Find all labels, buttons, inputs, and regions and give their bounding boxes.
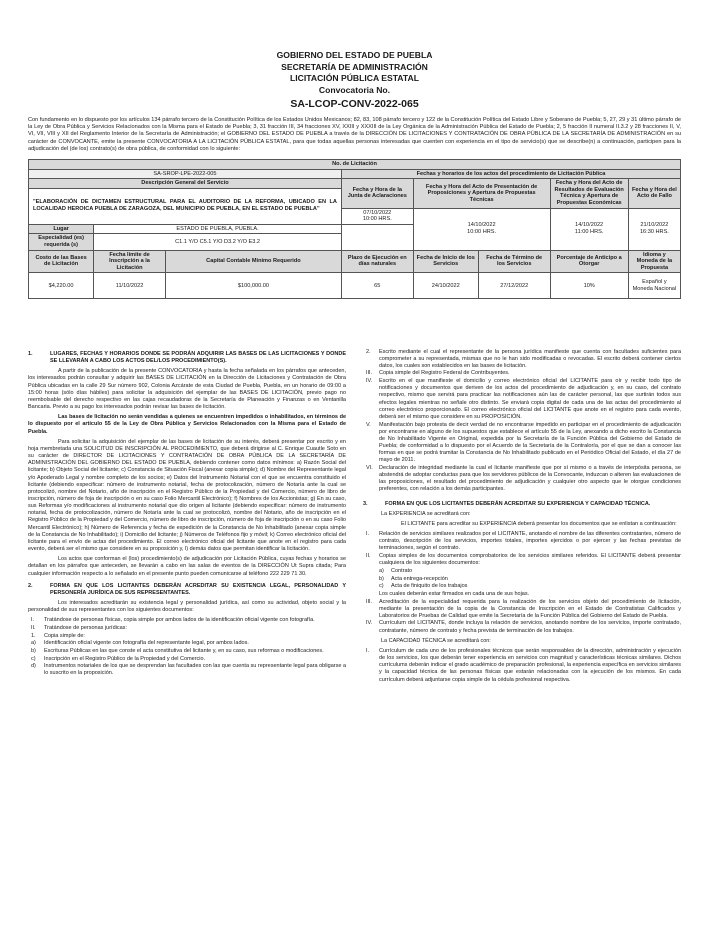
capital-value: $100,000.00 (165, 273, 341, 299)
section-1-paragraph-3: Para solicitar la adquisición del ejemplar de las bases de licitación de su interés, deberá presentar por escrito y en hoja membretada una SOLICITUD DE INSCRIPCIÓN AL PROCEDIMIENTO, que deberá dirigirse al C. Enrique Cuautle Soto en su carácter de DIRECTOR DE LICITACIONES Y CONTRATACIÓN DE OBRA PÚBLICA DE LA SECRETARÍA DE ADMINISTRACIÓN DEL GOBIERNO DEL ESTADO DE PUEBLA, debiendo contener como datos mínimos: a) Razón Social del licitante; b) Objeto Social del licitante; c) Constancia de Situación Fiscal (anexar copia simple); d) Nombre del Representante legal y/o Apoderado Legal y nombre completo de los socios; e) Datos del Instrumento Notarial con el que se encuentra constituido el licitante (debiendo especificar: número de instrumento notarial, fecha de protocolización, número de Notaría ante la cual se protocolizó, nombre del Notario, año de inscripción en el Registro Público de la Propiedad y del Comercio, número de libro de inscripción, número de foja de inscripción o en su caso Folio Mercantil Electrónico); f) Nombres de los Accionistas; g) En su caso, sus Reformas y/o modificaciones al instrumento notarial que dio origen al licitante (debiendo especificar: número de instrumento notarial, fecha de protocolización, número de Notaría ante la cual se protocolizó, nombre del Notario, año de inscripción en el Registro Público de la Propiedad y del Comercio, número de libro de inscripción, número de foja de inscripción o en su caso Folio Mercantil Electrónico); h) Número de Referencia y fecha de expedición de la Constancia de No Inhabilitado (anexar copia simple de la Constancia de No Inhabilitado); i) Domicilio del licitante; j) Números de Teléfonos fijo y móvil; k) Correo electrónico oficial del licitante para el envío de actas del procedimiento. El correo electrónico oficial del licitante que anote en el registro para cada evento, deberá ser el mismo que considere en su proposición y, l) demás datos que permitan identificar la licitación. (28, 438, 346, 553)
list-marker: III. (366, 370, 373, 377)
list-marker: II. (366, 553, 371, 560)
list-text: Copias simples de los documentos comprobatorios de los servicios similares referidos. El LICITANTE deberá presentar cualquiera de los siguientes documentos: (379, 553, 681, 567)
list-item (363, 620, 681, 634)
resultados-header: Fecha y Hora del Acto de Resultados de Evaluación Técnica y Apertura de Propuestas Económicas (550, 179, 628, 208)
presentacion-date: 14/10/2022 (467, 222, 496, 229)
list-marker: d) (31, 663, 36, 670)
idioma-header: Idioma y Moneda de la Propuesta (628, 250, 680, 273)
section-1-paragraph-4: Los actos que conforman el (los) procedimiento(s) de adjudicación por Licitación Pública, cuyas fechas y horarios se detallan en los párrafos que anteceden, se llevarán a cabo en las salas de eventos de la DIRECCIÓN Ut Supra citada; Para cualquier información respecto a lo señalado en el presente punto pueden comunicarse al teléfono 222 229 71 30. (28, 556, 346, 577)
resultados-date: 14/10/2022 (575, 222, 604, 229)
list-text: Manifestación bajo protesta de decir verdad de no encontrarse impedido en participar en el procedimiento de adjudicación por encontrarse en alguno de los supuestos que establece el artículo 55 de la Ley, anexando a dicho escrito la Constancia de No Inhabilitado Vigente en Original, expedida por la Secretaría de la Función Pública del Gobierno del Estado de Puebla; de conformidad a lo dispuesto por el Acuerdo de la Secretaría de la Contraloría, por el que se dan a conocer las formas en que se podrá tramitar la Constancia de No Inhabilitado publicado en el Periódico Oficial del Estado, el día 27 de mayo de 2011. (379, 421, 681, 464)
list-item (363, 378, 681, 421)
experience-intro: La EXPERIENCIA se acreditará con: (381, 510, 471, 517)
list-item (363, 465, 681, 494)
plazo-value: 65 (341, 273, 413, 299)
list-item (363, 370, 681, 377)
list-item (28, 633, 346, 640)
list-marker: V. (366, 421, 371, 428)
junta-time: 10:00 HRS. (362, 216, 392, 223)
list-text: Escrito mediante el cual el representante de la persona jurídica manifieste que cuenta con facultades suficientes para comprometer a su representada, mismas que no le han sido modificadas o revocadas. El escrito deberá contener ciertos datos, los cuales son establecidos en las bases de licitación. (379, 348, 681, 369)
resultados-time: 11:00 HRS. (574, 229, 604, 236)
list-marker: c) (31, 655, 36, 662)
intro-paragraph: Con fundamento en lo dispuesto por los artículos 134 párrafo tercero de la Constitución Política de los Estados Unidos Mexicanos; 82, 83, 108 párrafo tercero y 122 de la Constitución Política del Estado Libre y Soberano de Puebla; 5, 27, 29 y 31 último párrafo de la Ley de Obra Pública y Servicios Relacionados con la Misma para el Estado de Puebla; 3, 31 fracción III, 34 fracciones XV, XXIII y XXXIII de la Ley Orgánica de la Administración Pública del Estado de Puebla; 2, 5 fracción II numeral II.3.2 y 28 fracciones II, V, VI, VII, VIII y XII del Reglamento Interior de la Secretaría de Administración; el GOBIERNO DEL ESTADO DE PUEBLA a través de la DIRECCIÓN DE LICITACIONES Y CONTRATACIÓN DE OBRA PÚBLICA DE LA SECRETARÍA DE ADMINISTRACIÓN en su carácter de CONVOCANTE, emite la presente CONVOCATORIA A LA LICITACIÓN PÚBLICA ESTATAL, para que todas aquellas personas interesadas que cuenten con experiencia en el tipo de servicio(s) que se describe(n) a continuación, participen para la adjudicación del (de los) contrato(s) de obra pública, de conformidad con lo siguiente: (28, 117, 681, 152)
junta-datetime (341, 208, 413, 224)
list-marker: a) (31, 640, 36, 647)
list-marker: I. (366, 647, 370, 654)
section-1-paragraph-2: Las bases de licitación no serán vendidas a quienes se encuentren impedidos o inhabilitados, en términos de lo dispuesto por el artículo 55 de la Ley de Obra Pública y Servicios Relacionados con la Misma para el Estado de Puebla. (28, 414, 346, 435)
body-columns (28, 348, 681, 684)
capacity-intro: La CAPACIDAD TÉCNICA se acreditará con: (381, 637, 491, 644)
fallo-header: Fecha y Hora del Acto de Fallo (628, 179, 680, 208)
right-column (363, 348, 681, 684)
list-text: Tratándose de personas físicas, copia simple por ambos lados de la identificación oficial vigente con fotografía. (44, 617, 315, 624)
presentacion-time: 10:00 HRS. (467, 229, 497, 236)
convocatoria-code: SA-LCOP-CONV-2022-065 (290, 98, 419, 110)
list-marker: 2. (366, 348, 371, 355)
list-item (363, 422, 681, 465)
list-text: Copia simple del Registro Federal de Contribuyentes. (379, 370, 510, 377)
section-2-number: 2. (28, 582, 33, 589)
list-text: Relación de servicios similares realizados por el LICITANTE, anotando el nombre de las diferentes contratantes, número de contrato, descripción de los servicios, importes totales, importes ejercidos o por ejercer y las fechas previstas de terminaciones, según el contrato. (379, 531, 681, 552)
list-item (363, 648, 681, 684)
list-item (379, 583, 681, 590)
section-2-title: FORMA EN QUE LOS LICITANTES DEBERÁN ACREDITAR SU EXISTENCIA LEGAL, PERSONALIDAD Y PERSONERÍA JURÍDICA DE SUS REPRESENTANTES. (50, 582, 346, 596)
fallo-time: 16:30 HRS. (639, 229, 669, 236)
section-2-paragraph: Los interesados acreditarán su existencia legal y personalidad jurídica, así como su actividad, objeto social y la personalidad de sus representantes con los siguientes documentos: (28, 600, 346, 614)
list-marker: a) (379, 567, 384, 574)
list-marker: b) (379, 575, 384, 582)
list-item (379, 568, 681, 575)
plazo-header: Plazo de Ejecución en días naturales (341, 250, 413, 273)
list-marker: I. (366, 531, 370, 538)
list-marker: 1. (31, 632, 36, 639)
limite-value: 11/10/2022 (94, 273, 166, 299)
costo-value: $4,220.00 (29, 273, 94, 299)
inicio-header: Fecha de Inicio de los Servicios (413, 250, 478, 273)
presentacion-datetime (413, 208, 550, 250)
fallo-datetime (628, 208, 680, 250)
idioma-value: Español y Moneda Nacional (628, 273, 680, 299)
list-item (28, 640, 346, 647)
list-item (363, 599, 681, 620)
list-item (363, 531, 681, 552)
list-text: Contrato (391, 567, 413, 574)
description-header: Descripción General del Servicio (29, 179, 342, 189)
header-secretariat: SECRETARÍA DE ADMINISTRACIÓN (281, 61, 428, 72)
service-description: "ELABORACIÓN DE DICTAMEN ESTRUCTURAL PARA EL AUDITORIO DE LA REFORMA, UBICADO EN LA LOCALIDAD HEROICA PUEBLA DE ZARAGOZA, DEL MUNICIPIO DE PUEBLA, EN EL ESTADO DE PUEBLA" (29, 188, 342, 224)
list-marker: IV. (366, 378, 373, 385)
section-1-title: LUGARES, FECHAS Y HORARIOS DONDE SE PODRÁN ADQUIRIR LAS BASES DE LAS LICITACIONES Y DONDE SE LLEVARÁN A CABO LOS ACTOS DEL/LOS PROCEDIMIENTO(S). (50, 351, 346, 365)
termino-value: 27/12/2022 (478, 273, 550, 299)
list-text: Inscripción en el Registro Público de la Propiedad y del Comercio. (44, 655, 206, 662)
resultados-datetime (550, 208, 628, 250)
especialidad-label: Especialidad (es) requerida (s) (29, 234, 94, 250)
lugar-value: ESTADO DE PUEBLA, PUEBLA. (94, 224, 342, 234)
list-marker: VI. (366, 465, 373, 471)
list-item (363, 349, 681, 370)
header-tender-type: LICITACIÓN PÚBLICA ESTATAL (290, 73, 419, 83)
section-1-number: 1. (28, 351, 33, 357)
list-text: Escrituras Públicas en las que conste el acta constitutiva del licitante y, en su caso, sus reformas o modificaciones. (44, 647, 324, 654)
list-text: Declaración de integridad mediante la cual el licitante manifieste que por sí mismo o a través de interpósita persona, se abstendrá de adoptar conductas para que los servidores públicos de la Convocante, induzcan o alteren las evaluaciones de las proposiciones, el resultado del procedimiento de adjudicación y cualquier otro aspecto que le otorgue condiciones preferentes, con relación a los demás participantes. (379, 465, 681, 493)
list-text: Tratándose de personas jurídicas: (44, 624, 127, 631)
schedule-header: Fechas y horarios de los actos del procedimiento de Licitación Pública (341, 169, 680, 179)
tender-table (28, 159, 681, 299)
list-item (28, 617, 346, 624)
experience-paragraph: El LICITANTE para acreditar su EXPERIENCIA deberá presentar los documentos que se enlistan a continuación: (401, 520, 677, 527)
left-column (28, 348, 346, 684)
document-header (28, 50, 681, 111)
costo-header: Costo de las Bases de Licitación (29, 250, 94, 273)
limite-header: Fecha límite de Inscripción a la Licitación (94, 250, 166, 273)
list-item (28, 625, 346, 632)
list-text: Identificación oficial vigente con fotografía del representante legal, por ambos lados. (44, 640, 249, 647)
list-item (363, 553, 681, 567)
inicio-value: 24/10/2022 (413, 273, 478, 299)
list-text: Copia simple de: (44, 632, 85, 639)
list-item (28, 656, 346, 663)
header-government: GOBIERNO DEL ESTADO DE PUEBLA (276, 50, 433, 60)
capital-header: Capital Contable Mínimo Requerido (165, 250, 341, 273)
junta-header: Fecha y Hora de la Junta de Aclaraciones (341, 179, 413, 208)
section-3-heading (363, 501, 681, 508)
junta-spacer (341, 224, 413, 250)
list-marker: III. (366, 598, 373, 605)
section-1-paragraph-1: A partir de la publicación de la presente CONVOCATORIA y hasta la fecha señalada en los párrafos que anteceden, los interesados podrán consultar y adquirir las BASES DE LICITACIÓN en la Dirección de Licitaciones y Contratación de Obra Pública ubicadas en la calle 29 Sur número 902, Colonia Azcárate de esta Ciudad de Puebla, Puebla, en un horario de 09:00 a 15:00 horas (sólo días hábiles) para solicitar la adquisición del ejemplar de las BASES DE LICITACIÓN, previo pago no reembolsable del derecho respectivo en las cajas recaudadoras de la Secretaría de Planeación y Finanzas o en Ventanilla Bancaria. Previo a su pago los interesados podrán revisar las bases de licitación. (28, 368, 346, 411)
list-text: Acreditación de la especialidad requerida para la realización de los servicios objeto del procedimiento de licitación, mediante la presentación de la copia de la Constancia de Inscripción en el Estado de Contratistas Calificados y Laboratorios de Pruebas de Calidad que emite la Secretaría de la Función Pública del Gobierno del Estado de Puebla. (379, 598, 681, 619)
lugar-label: Lugar (29, 224, 94, 234)
presentacion-header: Fecha y Hora del Acto de Presentación de Proposiciones y Apertura de Propuestas Técnicas (413, 179, 550, 208)
section-3-number: 3. (363, 500, 368, 507)
section-1-heading (28, 351, 346, 365)
list-text: Acta entrega-recepción (391, 575, 448, 582)
list-item (28, 648, 346, 655)
tender-number-value: SA-SROP-LPE-2022-005 (29, 169, 342, 179)
list-text: Instrumentos notariales de los que se desprendan las facultades con las que cuenta su representante legal para obligarse a lo suscrito en la proposición. (44, 663, 346, 677)
experience-note: Los cuales deberán estar firmados en cada una de sus hojas. (379, 590, 530, 597)
list-marker: b) (31, 647, 36, 654)
especialidad-value: C1.1 Y/O C5.1 Y/O D3.2 Y/O E3.2 (94, 234, 342, 250)
list-marker: IV. (366, 620, 373, 627)
list-item (379, 576, 681, 583)
list-text: Escrito en el que manifieste el domicilio y correo electrónico oficial del LICITANTE para oír y recibir todo tipo de notificaciones y documentos que deriven de los actos del procedimiento de adjudicación y, en su caso, del contrato respectivo, mismo que servirá para practicar las notificaciones aún las de carácter personal, las que surtirán todos sus efectos legales mientras no señale otro distinto. Se enviará copia digital de cada una de las actas del procedimiento al correo electrónico proporcionado. El correo electrónico oficial del LICITANTE que anote en el registro para cada evento, deberá ser el mismo que considere en su PROPOSICIÓN. (379, 378, 681, 420)
list-text: Currículum de cada uno de los profesionales técnicos que serán responsables de la dirección, administración y ejecución de los servicios, los que deberán tener experiencia en servicios con magnitud y características técnicas similares. Dichos currículums deberán indicar el grado académico de preparación profesional, la experiencia específica en servicios similares y la capacidad técnica de las personas físicas que estarán relacionadas con la ejecución de los mismos. En cada currículum deberá adjuntarse copia simple de la cédula profesional respectiva. (379, 647, 681, 683)
tender-number-label: No. de Licitación (29, 160, 681, 170)
list-marker: c) (379, 583, 384, 590)
list-text: Acta de finiquito de los trabajos (391, 583, 468, 590)
list-item (28, 663, 346, 677)
list-marker: II. (31, 624, 36, 631)
anticipo-value: 10% (550, 273, 628, 299)
list-marker: I. (31, 617, 35, 624)
fallo-date: 21/10/2022 (640, 222, 669, 229)
section-3-title: FORMA EN QUE LOS LICITANTES DEBERÁN ACREDITAR SU EXPERIENCIA Y CAPACIDAD TÉCNICA. (385, 500, 651, 507)
header-convocatoria-label: Convocatoria No. (318, 84, 391, 95)
junta-date: 07/10/2022 (363, 209, 392, 216)
termino-header: Fecha de Término de los Servicios (478, 250, 550, 273)
anticipo-header: Porcentaje de Anticipo a Otorgar (550, 250, 628, 273)
list-text: Currículum del LICITANTE, donde incluya la relación de servicios, anotando nombre de los servicios, importe contratado, contratante, número de contrato y fecha prevista de terminación de los trabajos. (379, 620, 681, 634)
section-2-heading (28, 583, 346, 597)
